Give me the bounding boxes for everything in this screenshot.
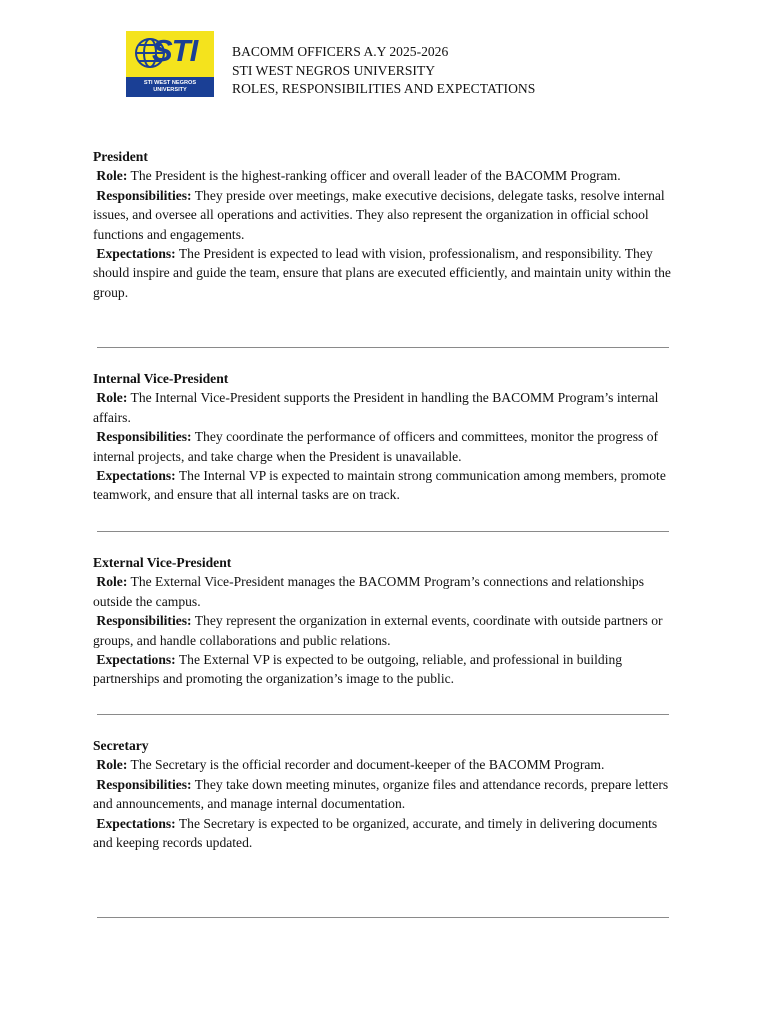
responsibilities-label: Responsibilities: [96, 429, 192, 445]
section-divider [97, 714, 669, 715]
role-text: The Internal Vice-President supports the President in handling the BACOMM Program’s internal affairs. [93, 390, 659, 425]
role-text: The Secretary is the official recorder and document-keeper of the BACOMM Program. [130, 757, 605, 773]
expectations-label: Expectations: [96, 246, 176, 262]
responsibilities-text: They preside over meetings, make executive decisions, delegate tasks, resolve internal issues, and oversee all operations and activities. They also represent the organization in official school functions and engagements. [93, 187, 665, 242]
expectations-text: The Secretary is expected to be organized, accurate, and timely in delivering documents and keeping records updated. [93, 815, 658, 851]
logo-band [126, 77, 214, 97]
role-text: The External Vice-President manages the BACOMM Program’s connections and relationships outside the campus. [93, 574, 645, 609]
expectations-paragraph [93, 244, 673, 302]
section-president [93, 147, 673, 302]
responsibilities-label: Responsibilities: [96, 187, 192, 203]
section-secretary [93, 736, 673, 852]
section-divider [97, 917, 669, 918]
responsibilities-text: They take down meeting minutes, organize files and attendance records, prepare letters and announcements, and manage internal documentation. [93, 776, 669, 812]
expectations-text: The Internal VP is expected to maintain strong communication among members, promote teamwork, and ensure that all internal tasks are on track. [93, 468, 666, 503]
role-paragraph [93, 166, 673, 185]
expectations-paragraph [93, 650, 673, 689]
section-title: Secretary [93, 738, 149, 753]
expectations-label: Expectations: [96, 468, 176, 484]
sti-logo [126, 31, 214, 97]
section-external-vice-president [93, 553, 673, 689]
section-internal-vice-president [93, 369, 673, 505]
header-line-2: STI WEST NEGROS UNIVERSITY [232, 62, 436, 78]
role-label: Role: [96, 168, 128, 184]
section-title: External Vice-President [93, 555, 232, 570]
expectations-paragraph [93, 466, 673, 505]
section-title: Internal Vice-President [93, 371, 229, 386]
logo-subtext-1: STI WEST NEGROS [143, 80, 197, 86]
role-paragraph [93, 388, 673, 427]
role-label: Role: [96, 390, 128, 406]
section-title: President [93, 149, 148, 164]
role-label: Role: [96, 757, 128, 773]
role-paragraph [93, 755, 673, 774]
responsibilities-paragraph [93, 775, 673, 814]
logo-text: STI [152, 33, 198, 68]
section-divider [97, 531, 669, 532]
expectations-label: Expectations: [96, 815, 176, 831]
role-paragraph [93, 572, 673, 611]
responsibilities-paragraph [93, 427, 673, 466]
logo-subtext-2: UNIVERSITY [153, 87, 187, 93]
responsibilities-text: They represent the organization in external events, coordinate with outside partners or groups, and handle collaborations and public relations. [93, 613, 663, 648]
responsibilities-text: They coordinate the performance of officers and committees, monitor the progress of internal projects, and take charge when the President is unavailable. [93, 429, 659, 464]
section-divider [97, 347, 669, 348]
expectations-text: The External VP is expected to be outgoing, reliable, and professional in building partnerships and promoting the organization’s image to the public. [93, 652, 623, 687]
expectations-text: The President is expected to lead with vision, professionalism, and responsibility. They should inspire and guide the team, ensure that plans are executed efficiently, and maintain unity within the group. [93, 246, 671, 300]
responsibilities-label: Responsibilities: [96, 776, 192, 792]
responsibilities-paragraph [93, 611, 673, 650]
header-line-1: BACOMM OFFICERS A.Y 2025-2026 [232, 44, 449, 59]
header-line-3: ROLES, RESPONSIBILITIES AND EXPECTATIONS [232, 81, 536, 96]
document-header [232, 43, 535, 99]
expectations-label: Expectations: [96, 652, 176, 668]
role-label: Role: [96, 574, 128, 590]
expectations-paragraph [93, 814, 673, 853]
role-text: The President is the highest-ranking officer and overall leader of the BACOMM Program. [130, 168, 621, 184]
responsibilities-paragraph [93, 186, 673, 244]
responsibilities-label: Responsibilities: [96, 613, 192, 629]
